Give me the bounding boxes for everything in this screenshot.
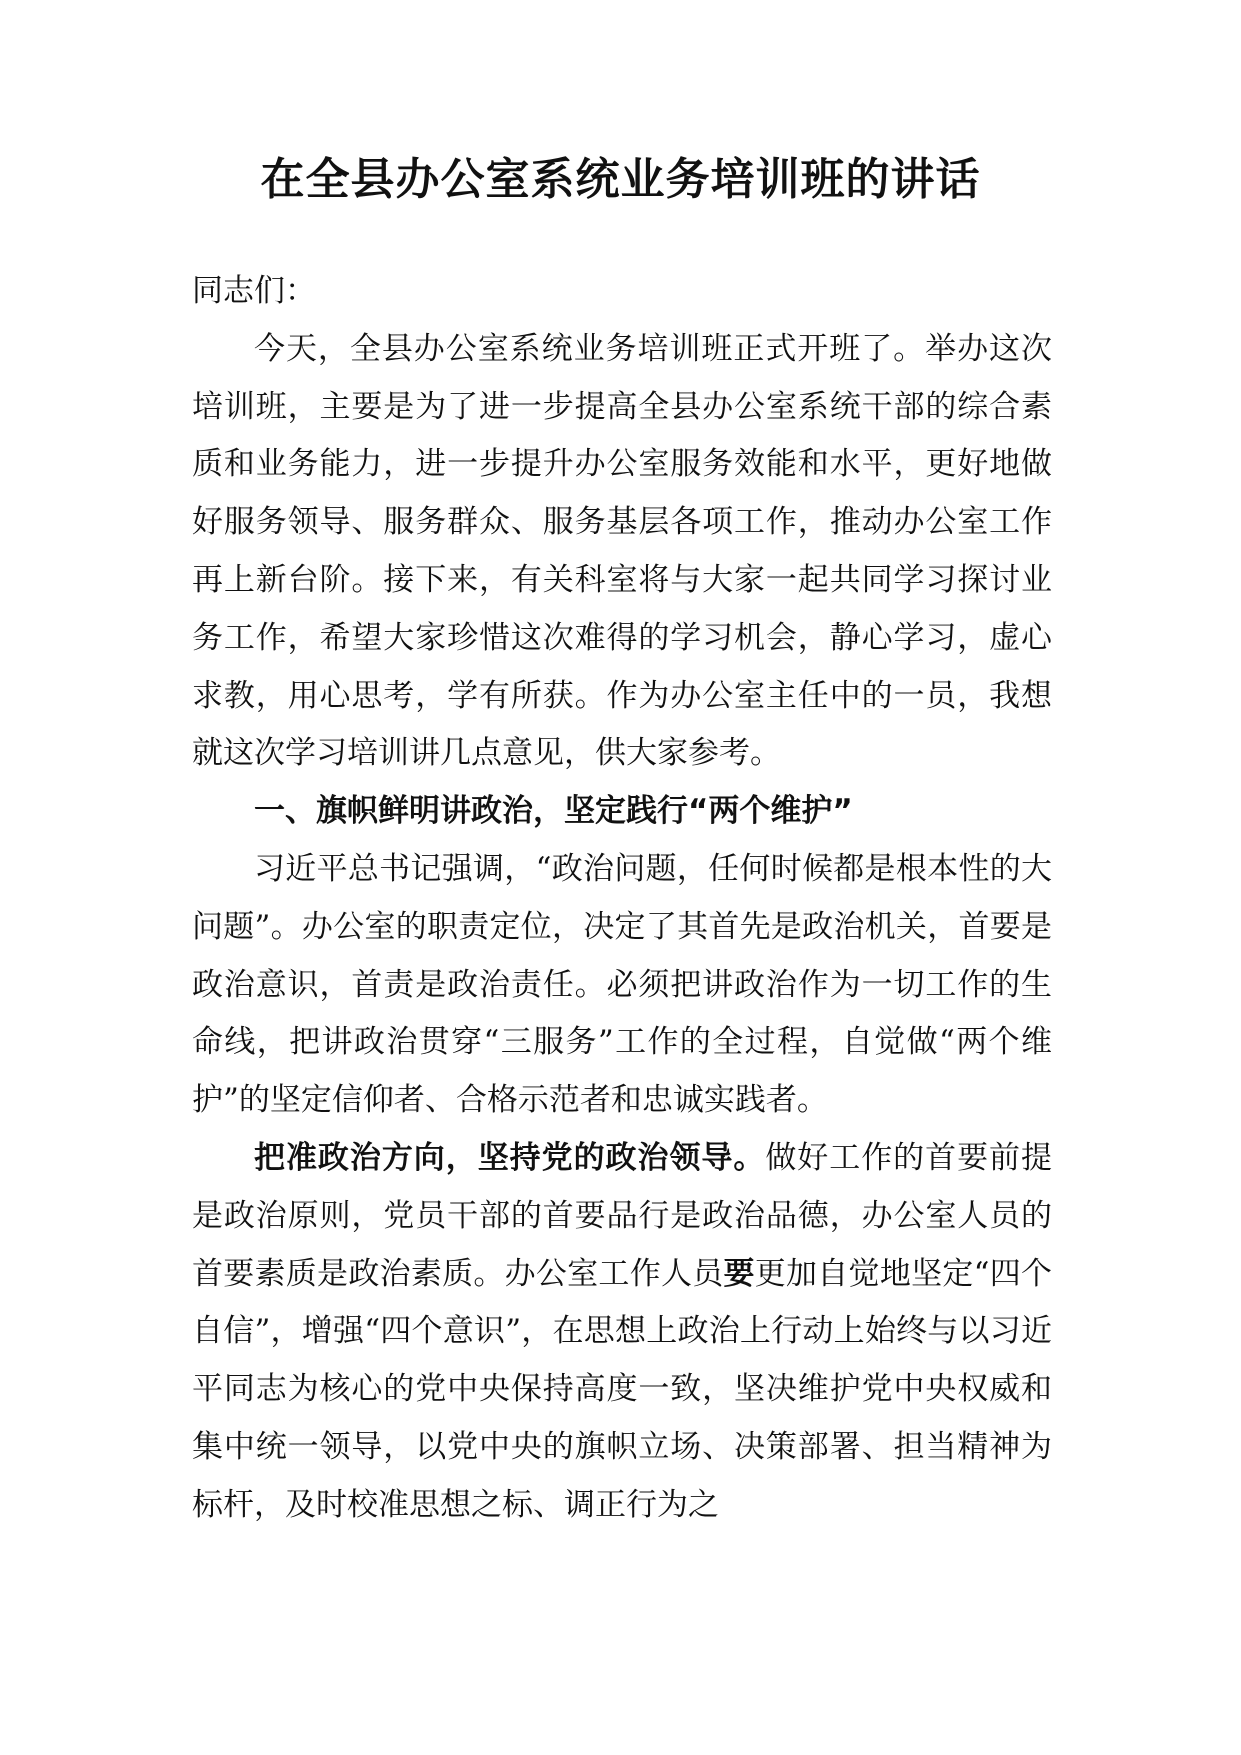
section-heading-1: 一、旗帜鲜明讲政治，坚定践行“两个维护” bbox=[254, 793, 853, 830]
point-1-lead: 把准政治方向，坚持党的政治领导。 bbox=[254, 1139, 766, 1176]
section-1-paragraph: 习近平总书记强调，“政治问题，任何时候都是根本性的大问题”。办公室的职责定位，决定了其首先是政治机关，首要是政治意识，首责是政治责任。必须把讲政治作为一切工作的生命线，把讲政治贯穿“三服务”工作的全过程，自觉做“两个维护”的坚定信仰者、合格示范者和忠诚实践者。 bbox=[192, 850, 1052, 1119]
salutation: 同志们： bbox=[192, 273, 316, 309]
document-title: 在全县办公室系统业务培训班的讲话 bbox=[260, 154, 981, 205]
point-1-paragraph bbox=[192, 1130, 1052, 1535]
point-1-text-b: 更加自觉地坚定“四个自信”，增强“四个意识”，在思想上政治上行动上始终与以习近平同志为核心的党中央保持高度一致，坚决维护党中央权威和集中统一领导，以党中央的旗帜立场、决策部署、担当精神为标杆，及时校准思想之标、调正行为之 bbox=[192, 1255, 1052, 1523]
document-body bbox=[192, 263, 1052, 1535]
intro-paragraph: 今天，全县办公室系统业务培训班正式开班了。举办这次培训班，主要是为了进一步提高全县办公室系统干部的综合素质和业务能力，进一步提升办公室服务效能和水平，更好地做好服务领导、服务群众、服务基层各项工作，推动办公室工作再上新台阶。接下来，有关科室将与大家一起共同学习探讨业务工作，希望大家珍惜这次难得的学习机会，静心学习，虚心求教，用心思考，学有所获。作为办公室主任中的一员，我想就这次学习培训讲几点意见，供大家参考。 bbox=[192, 330, 1052, 772]
point-1-emphasis: 要 bbox=[723, 1255, 755, 1292]
point-1-text-a: 做好工作的首要前提是政治原则，党员干部的首要品行是政治品德，办公室人员的首要素质是政治素质。办公室工作人员 bbox=[192, 1139, 1053, 1292]
